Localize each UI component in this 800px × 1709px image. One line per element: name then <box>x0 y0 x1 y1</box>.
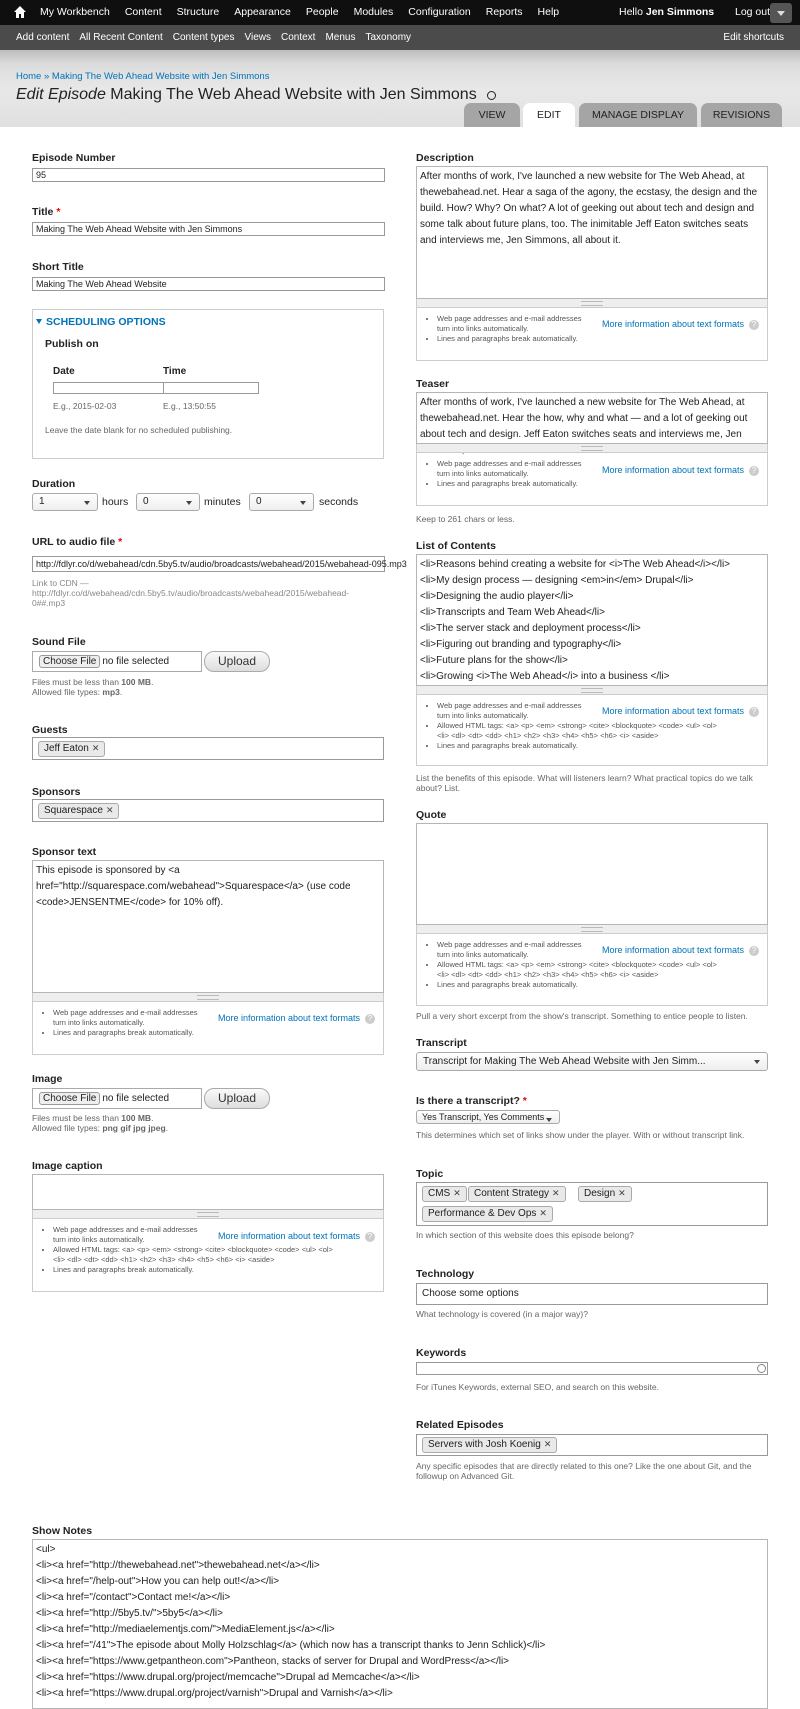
textarea-line: <li><a href="http://mediaelementjs.com/">MediaElement.js</a></li> <box>36 1624 335 1635</box>
keywords-input[interactable] <box>416 1362 768 1375</box>
image-caption-format-help: • Web page addresses and e-mail addresses turn into links automatically. • Allowed HTML tags: <a> <p> <em> <strong> <cite> <blockquote> <code> <ul> <ol> <li> <dl> <dt> <dd> <h1> <h2> <h3> <h4> <h5> <h6> <i> <aside> • Lines and paragraphs break automatically. More information about text formats ? <box>32 1219 384 1292</box>
textarea-line: <li>Future plans for the show</li> <box>420 655 568 666</box>
admin-menu-item[interactable]: Modules <box>353 6 394 18</box>
topic-tag-performance[interactable]: Performance & Dev Ops ✕ <box>422 1206 553 1222</box>
technology-help: What technology is covered (in a major way)? <box>416 1309 588 1319</box>
textarea-line: <li>Figuring out branding and typography</li> <box>420 639 622 650</box>
quote-resize-handle[interactable] <box>416 925 768 934</box>
topic-label: Topic <box>416 1168 444 1180</box>
technology-label: Technology <box>416 1268 475 1280</box>
text-formats-link[interactable]: More information about text formats <box>218 1013 361 1023</box>
hours-select[interactable]: 1 <box>32 493 98 511</box>
topic-input[interactable] <box>416 1182 768 1226</box>
shortcut-item[interactable]: Context <box>280 32 316 43</box>
short-title-input[interactable]: Making The Web Ahead Website <box>32 277 385 291</box>
image-caption-resize-handle[interactable] <box>32 1210 384 1219</box>
image-caption-label: Image caption <box>32 1160 103 1172</box>
admin-menu-item[interactable]: Reports <box>485 6 523 18</box>
text-formats-link[interactable]: More information about text formats <box>602 465 745 475</box>
teaser-help: Keep to 261 chars or less. <box>416 514 515 524</box>
admin-toolbar <box>0 0 800 25</box>
user-name[interactable]: Jen Simmons <box>645 6 715 18</box>
sound-file-help: Files must be less than 100 MB. Allowed file types: mp3. <box>32 677 154 697</box>
breadcrumb <box>16 71 269 82</box>
textarea-line: <li><a href="https://www.drupal.org/project/memcache">Drupal ad Memcache</a></li> <box>36 1672 420 1683</box>
sponsor-text-format-help: • Web page addresses and e-mail addresses turn into links automatically. • Lines and paragraphs break automatically. More information about text formats ? <box>32 1002 384 1055</box>
shortcut-item[interactable]: Menus <box>325 32 356 43</box>
teaser-textarea[interactable]: After months of work, I've launched a new website for The Web Ahead, at thewebahead.net. Hear the how, why and what — and a lot of geeking out about tech and design. Jeff Eaton switches seats and interviews me, Jen <box>416 392 768 444</box>
help-icon[interactable]: ? <box>749 707 759 717</box>
time-label: Time <box>163 366 187 377</box>
related-input[interactable] <box>416 1434 768 1456</box>
title-input[interactable]: Making The Web Ahead Website with Jen Simmons <box>32 222 385 236</box>
contents-format-help: • Web page addresses and e-mail addresses turn into links automatically. • Allowed HTML tags: <a> <p> <em> <strong> <cite> <blockquote> <code> <ul> <ol> <li> <dl> <dt> <dd> <h1> <h2> <h3> <h4> <h5> <h6> <i> <aside> • Lines and paragraphs break automatically. More information about text formats ? <box>416 695 768 766</box>
duration-label: Duration <box>32 478 76 490</box>
remove-tag-icon[interactable]: ✕ <box>91 743 100 753</box>
textarea-line: <li>Designing the audio player</li> <box>420 591 574 602</box>
time-hint: E.g., 13:50:55 <box>163 401 216 411</box>
has-transcript-label: Is there a transcript? * <box>416 1095 527 1107</box>
add-shortcut-icon[interactable] <box>487 91 496 100</box>
text-formats-link[interactable]: More information about text formats <box>218 1231 361 1241</box>
date-hint: E.g., 2015-02-03 <box>53 401 117 411</box>
title-label: Title * <box>32 206 61 218</box>
show-notes-textarea[interactable] <box>32 1539 768 1709</box>
admin-menu-item[interactable]: Appearance <box>234 6 291 18</box>
has-transcript-select[interactable]: Yes Transcript, Yes Comments <box>416 1110 560 1124</box>
textarea-line: <li>Reasons behind creating a website for <i>The Web Ahead</i></li> <box>420 559 731 570</box>
time-input[interactable] <box>163 382 259 394</box>
date-label: Date <box>53 366 75 377</box>
remove-tag-icon[interactable]: ✕ <box>552 1188 560 1198</box>
episode-number-input[interactable]: 95 <box>32 168 385 182</box>
sponsors-input[interactable] <box>32 799 384 822</box>
sponsor-text-textarea[interactable]: This episode is sponsored by <a href="http://squarespace.com/webahead">Squarespace</a> (use code <code>JENSENTME</code> for 10% off). <box>32 860 384 993</box>
logout-link[interactable]: Log out <box>735 6 771 18</box>
seconds-label: seconds <box>319 496 359 508</box>
remove-tag-icon[interactable]: ✕ <box>453 1188 461 1198</box>
image-upload-button[interactable]: Upload <box>204 1088 270 1109</box>
shortcut-item[interactable]: All Recent Content <box>79 32 163 43</box>
teaser-label: Teaser <box>416 378 450 390</box>
guests-label: Guests <box>32 724 68 736</box>
seconds-select[interactable]: 0 <box>249 493 314 511</box>
description-textarea[interactable]: After months of work, I've launched a new website for The Web Ahead, at thewebahead.net. Hear a saga of the agony, the ecstasy, the design and the build. How? Why? On what? A lot of geeking out about tech and design and some talk about future plans, too. The inimitable Jeff Eaton switches seats and interviews me, Jen Simmons, all about it. <box>416 166 768 299</box>
teaser-resize-handle[interactable] <box>416 444 768 453</box>
remove-tag-icon[interactable]: ✕ <box>105 805 114 815</box>
scheduling-options-fieldset <box>32 309 384 459</box>
page-title <box>16 86 496 104</box>
contents-help: List the benefits of this episode. What will listeners learn? What practical topics do we talk about? List. <box>416 773 753 793</box>
description-resize-handle[interactable] <box>416 299 768 308</box>
home-icon[interactable] <box>13 5 27 19</box>
tab-edit[interactable]: EDIT <box>523 103 575 127</box>
toolbar-toggle-button[interactable] <box>770 3 792 23</box>
quote-help: Pull a very short excerpt from the show's transcript. Something to entice people to listen. <box>416 1011 748 1021</box>
admin-menu-item[interactable]: My Workbench <box>40 6 110 18</box>
sponsors-label: Sponsors <box>32 786 81 798</box>
short-title-label: Short Title <box>32 261 84 273</box>
description-label: Description <box>416 152 474 164</box>
textarea-line: <li>Growing <i>The Web Ahead</i> into a business </li> <box>420 671 670 682</box>
technology-input[interactable] <box>416 1283 768 1305</box>
text-formats-link[interactable]: More information about text formats <box>602 319 745 329</box>
contents-textarea[interactable] <box>416 554 768 686</box>
scheduling-options-toggle[interactable]: SCHEDULING OPTIONS <box>36 316 166 328</box>
admin-menu-item[interactable]: People <box>305 6 339 18</box>
breadcrumb-home[interactable]: Home <box>16 71 42 82</box>
related-help: Any specific episodes that are directly related to this one? Like the one about Git, and the followup on Advanced Git. <box>416 1461 752 1481</box>
help-icon[interactable]: ? <box>749 320 759 330</box>
textarea-line: <li>Transcripts and Team Web Ahead</li> <box>420 607 605 618</box>
sound-upload-button[interactable]: Upload <box>204 651 270 672</box>
tab-revisions[interactable]: REVISIONS <box>701 103 782 127</box>
choose-file-button[interactable]: Choose File <box>39 655 100 668</box>
date-input[interactable] <box>53 382 164 394</box>
topic-tag-content-strategy[interactable]: Content Strategy ✕ <box>468 1186 566 1202</box>
textarea-line: <li><a href="https://www.getpantheon.com">Pantheon, stacks of server for Drupal and WordPress</a></li> <box>36 1656 510 1667</box>
help-icon[interactable]: ? <box>365 1232 375 1242</box>
shortcut-list <box>16 32 421 43</box>
autocomplete-throbber-icon <box>757 1364 766 1373</box>
sponsor-text-resize-handle[interactable] <box>32 993 384 1002</box>
admin-menu-item[interactable]: Configuration <box>408 6 471 18</box>
publish-on-label: Publish on <box>45 338 99 350</box>
image-file-input[interactable]: Choose File no file selected <box>32 1088 202 1109</box>
quote-textarea[interactable] <box>416 823 768 925</box>
audio-url-label: URL to audio file * <box>32 536 123 548</box>
textarea-line: <li><a href="http://thewebahead.net">thewebahead.net</a></li> <box>36 1560 320 1571</box>
scheduling-note: Leave the date blank for no scheduled publishing. <box>45 425 233 435</box>
textarea-line: <li>My design process — designing <em>in</em> Drupal</li> <box>420 575 694 586</box>
quote-label: Quote <box>416 809 447 821</box>
help-icon[interactable]: ? <box>749 466 759 476</box>
textarea-line: <li><a href="https://www.drupal.org/project/varnish">Drupal and Varnish</a></li> <box>36 1688 393 1699</box>
image-file-help: Files must be less than 100 MB. Allowed file types: png gif jpg jpeg. <box>32 1113 169 1133</box>
admin-menu <box>40 6 574 18</box>
text-formats-link[interactable]: More information about text formats <box>602 706 745 716</box>
choose-file-button[interactable]: Choose File <box>39 1092 100 1105</box>
admin-menu-item[interactable]: Help <box>537 6 560 18</box>
contents-label: List of Contents <box>416 540 496 552</box>
keywords-label: Keywords <box>416 1347 467 1359</box>
shortcut-bar <box>0 25 800 50</box>
related-label: Related Episodes <box>416 1419 504 1431</box>
textarea-line: <li><a href="/41">The episode about Molly Holzschlag</a> (which now has a transcript thanks to Jenn Schlick)</li> <box>36 1640 546 1651</box>
guest-tag[interactable]: Jeff Eaton ✕ <box>38 741 105 757</box>
transcript-select[interactable]: Transcript for Making The Web Ahead Website with Jen Simm... <box>416 1052 768 1071</box>
description-format-help: • Web page addresses and e-mail addresses turn into links automatically. • Lines and paragraphs break automatically. More information about text formats ? <box>416 308 768 361</box>
sound-file-label: Sound File <box>32 636 86 648</box>
admin-menu-item[interactable]: Structure <box>176 6 220 18</box>
remove-tag-icon[interactable]: ✕ <box>539 1208 547 1218</box>
tab-view[interactable]: VIEW <box>464 103 520 127</box>
show-notes-label: Show Notes <box>32 1525 93 1537</box>
minutes-label: minutes <box>204 496 241 508</box>
episode-number-label: Episode Number <box>32 152 116 164</box>
topic-tag-cms[interactable]: CMS ✕ <box>422 1186 467 1202</box>
quote-format-help: • Web page addresses and e-mail addresses turn into links automatically. • Allowed HTML tags: <a> <p> <em> <strong> <cite> <blockquote> <code> <ul> <ol> <li> <dl> <dt> <dd> <h1> <h2> <h3> <h4> <h5> <h6> <i> <aside> • Lines and paragraphs break automatically. More information about text formats ? <box>416 934 768 1006</box>
remove-tag-icon[interactable]: ✕ <box>543 1439 552 1449</box>
image-label: Image <box>32 1073 63 1085</box>
keywords-help: For iTunes Keywords, external SEO, and search on this website. <box>416 1382 659 1392</box>
related-tag[interactable]: Servers with Josh Koenig ✕ <box>422 1437 557 1453</box>
audio-url-input[interactable]: http://fdlyr.co/d/webahead/cdn.5by5.tv/audio/broadcasts/webahead/2015/webahead-095.mp3 <box>32 556 385 572</box>
textarea-line: <li><a href="/help-out">How you can help out!</a></li> <box>36 1576 280 1587</box>
teaser-format-help: • Web page addresses and e-mail addresses turn into links automatically. • Lines and paragraphs break automatically. More information about text formats ? <box>416 453 768 506</box>
transcript-label: Transcript <box>416 1037 467 1049</box>
help-icon[interactable]: ? <box>365 1014 375 1024</box>
sponsor-tag[interactable]: Squarespace ✕ <box>38 803 119 819</box>
page-title-text: Making The Web Ahead Website with Jen Simmons <box>110 86 477 103</box>
shortcut-item[interactable]: Views <box>244 32 271 43</box>
cdn-link-help: Link to CDN — http://fdlyr.co/d/webahead/cdn.5by5.tv/audio/broadcasts/webahead/2015/webahead- 0##.mp3 <box>32 578 350 608</box>
sponsor-text-label: Sponsor text <box>32 846 97 858</box>
contents-resize-handle[interactable] <box>416 686 768 695</box>
topic-tag-design[interactable]: Design ✕ <box>578 1186 632 1202</box>
guests-input[interactable] <box>32 737 384 760</box>
shortcut-item[interactable]: Add content <box>16 32 70 43</box>
textarea-line: <li>The server stack and deployment process</li> <box>420 623 641 634</box>
edit-shortcuts-link[interactable]: Edit shortcuts <box>723 32 784 43</box>
page-title-prefix: Edit Episode <box>16 86 106 103</box>
admin-menu-item[interactable]: Content <box>124 6 162 18</box>
remove-tag-icon[interactable]: ✕ <box>618 1188 626 1198</box>
hello-user: Hello Jen Simmons <box>619 6 715 18</box>
topic-help: In which section of this website does this episode belong? <box>416 1230 634 1240</box>
text-formats-link[interactable]: More information about text formats <box>602 945 745 955</box>
breadcrumb-current[interactable]: Making The Web Ahead Website with Jen Simmons <box>51 71 270 82</box>
sound-file-input[interactable]: Choose File no file selected <box>32 651 202 672</box>
technology-placeholder: Choose some options <box>422 1288 519 1299</box>
breadcrumb-separator: » <box>41 71 52 82</box>
hours-label: hours <box>102 496 129 508</box>
textarea-line: <li><a href="http://5by5.tv/">5by5</a></li> <box>36 1608 223 1619</box>
textarea-line: <li><a href="/contact">Contact me!</a></li> <box>36 1592 231 1603</box>
has-transcript-help: This determines which set of links show under the player. With or without transcript link. <box>416 1130 745 1140</box>
shortcut-item[interactable]: Taxonomy <box>365 32 412 43</box>
tab-manage-display[interactable]: MANAGE DISPLAY <box>579 103 697 127</box>
image-caption-textarea[interactable] <box>32 1174 384 1210</box>
help-icon[interactable]: ? <box>749 946 759 956</box>
textarea-line: <ul> <box>36 1544 56 1555</box>
shortcut-item[interactable]: Content types <box>172 32 235 43</box>
minutes-select[interactable]: 0 <box>136 493 200 511</box>
